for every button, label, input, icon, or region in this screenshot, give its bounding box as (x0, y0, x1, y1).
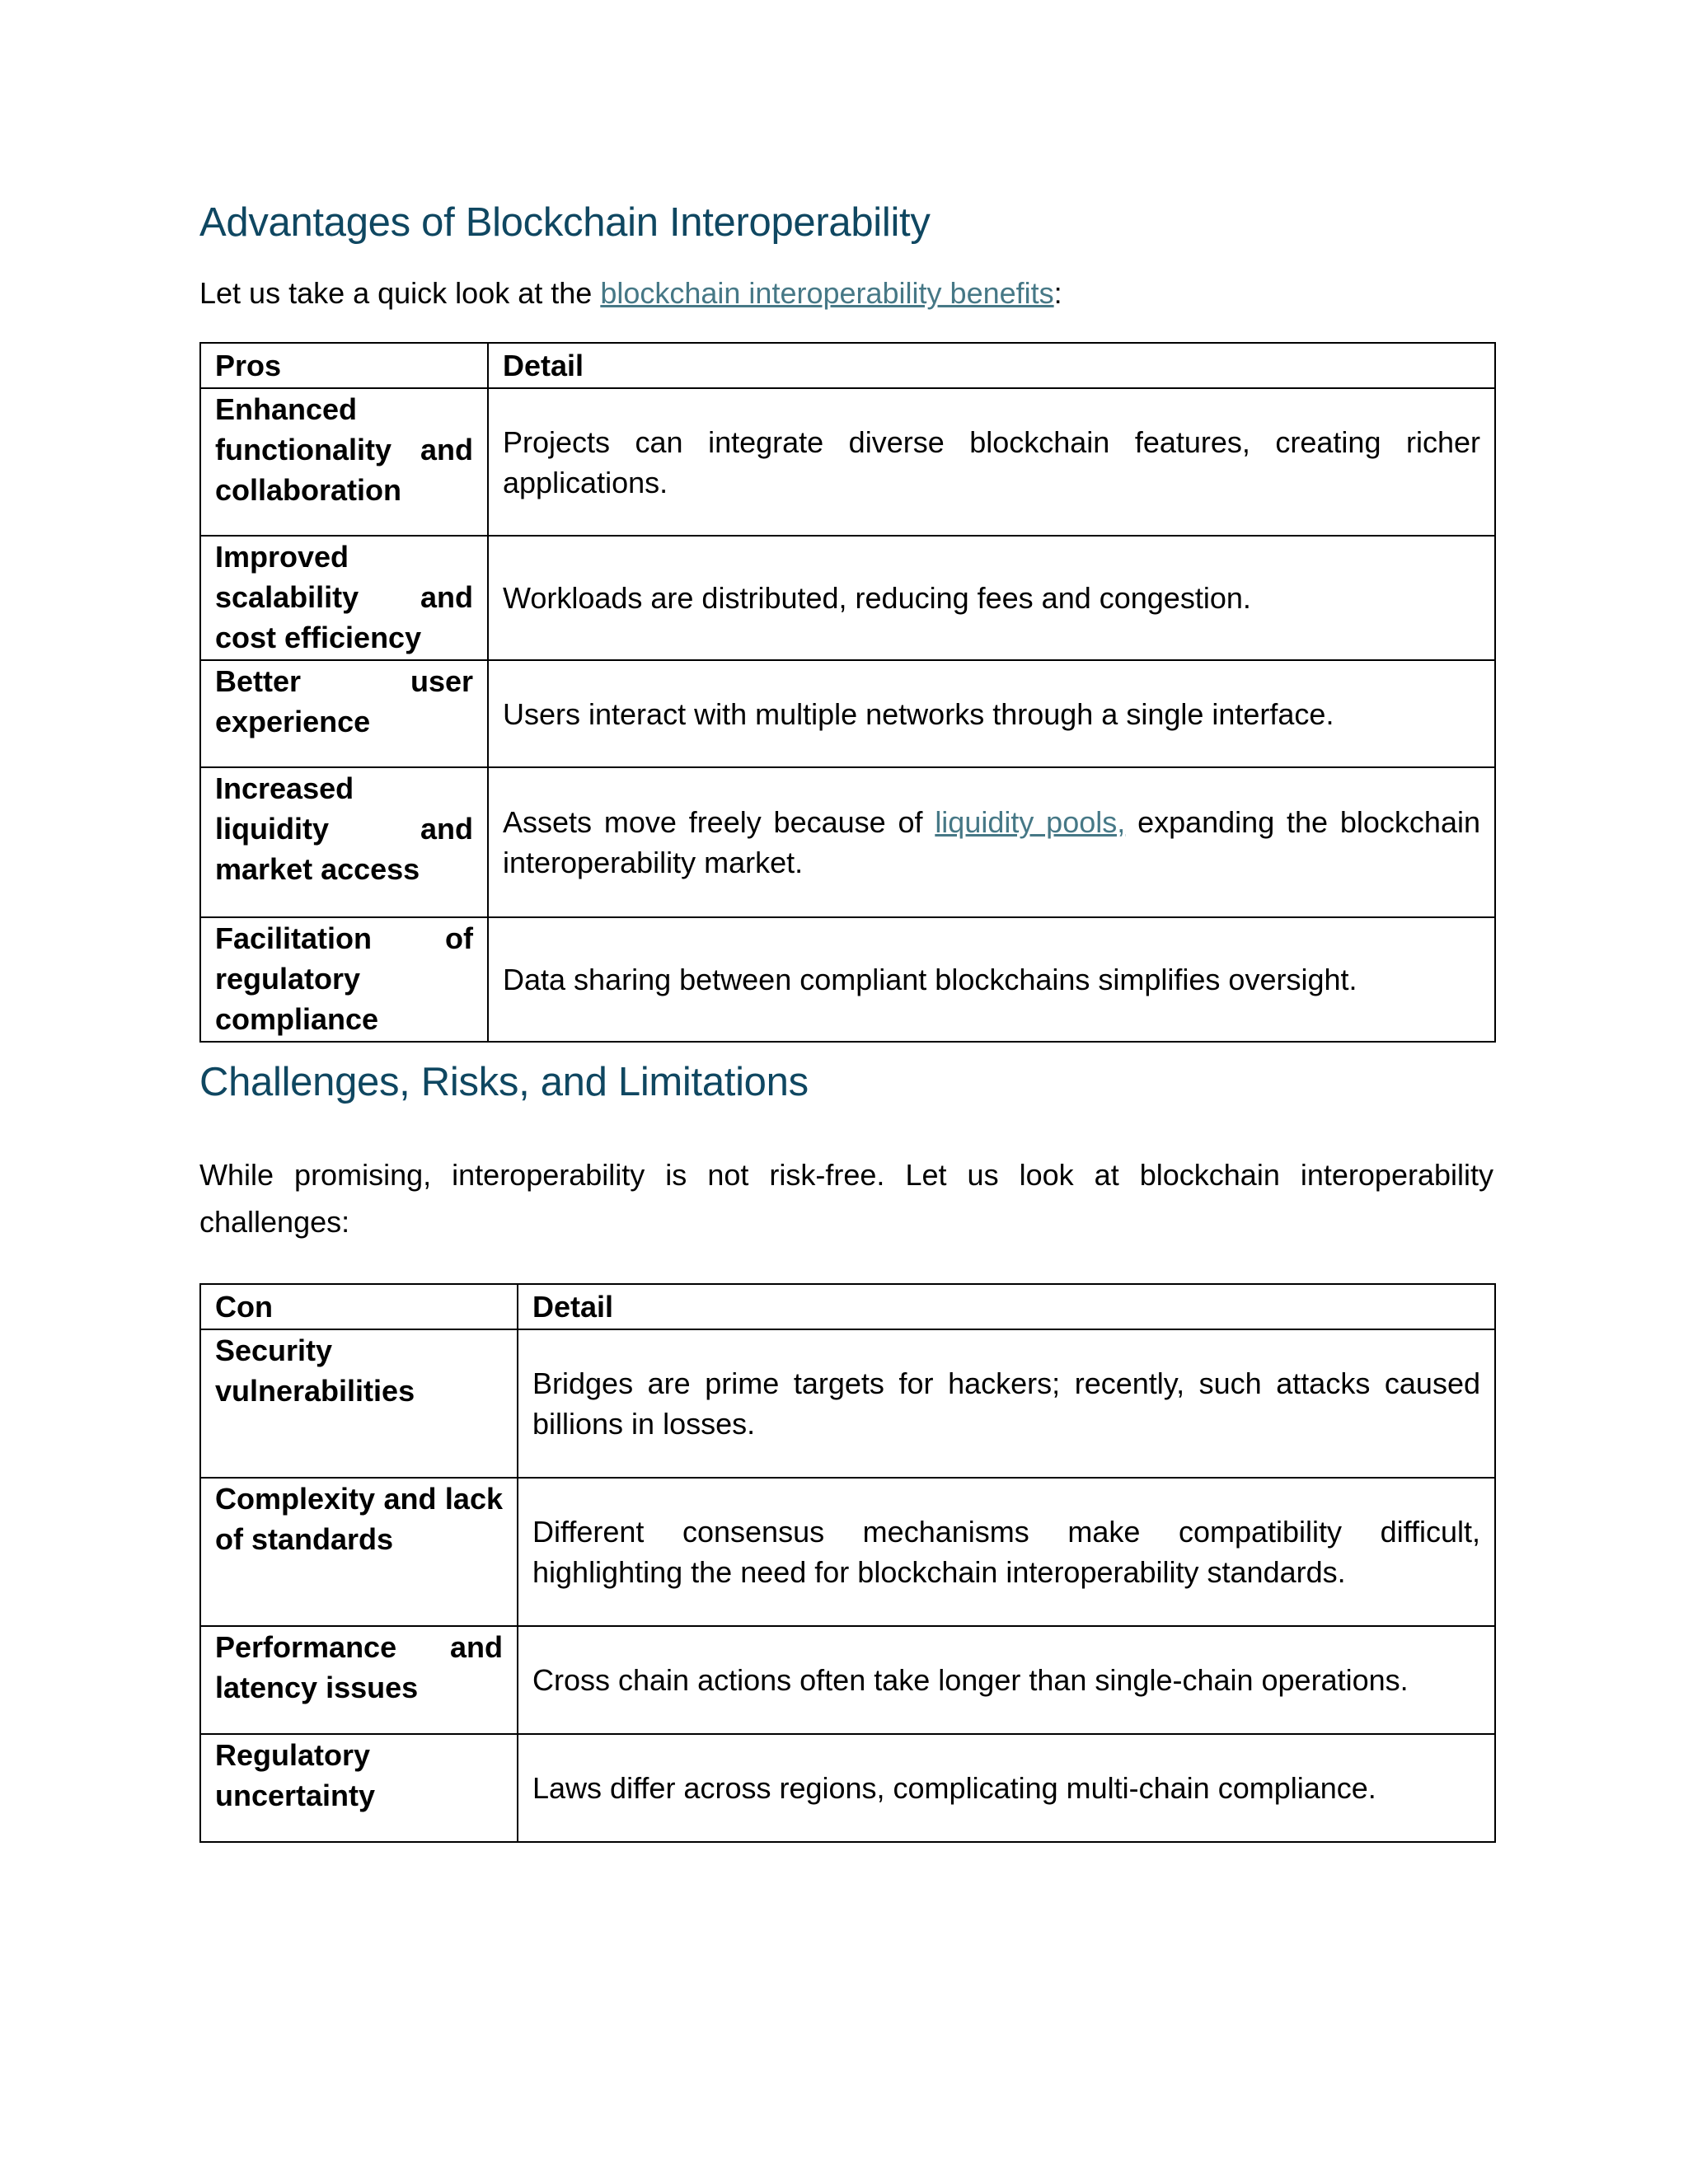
detail-text: Assets move freely because of (503, 805, 935, 839)
pro-detail: Data sharing between compliant blockchains simplifies oversight. (488, 917, 1495, 1042)
pros-header: Pros (200, 343, 488, 388)
table-row (200, 536, 1495, 660)
con-detail: Cross chain actions often take longer than single-chain operations. (518, 1626, 1495, 1734)
intro-text: Let us take a quick look at the (199, 276, 601, 310)
table-row (200, 1478, 1495, 1626)
pro-name: Better user experience (200, 660, 488, 767)
table-row (200, 767, 1495, 917)
con-header: Con (200, 1284, 518, 1329)
detail-header: Detail (488, 343, 1495, 388)
liquidity-pools-link[interactable]: liquidity pools, (935, 805, 1126, 839)
con-name: Complexity and lack of standards (200, 1478, 518, 1626)
con-name: Performance and latency issues (200, 1626, 518, 1734)
pro-name: Improved scalability and cost efficiency (200, 536, 488, 660)
con-name: Security vulnerabilities (200, 1329, 518, 1478)
pro-name: Increased liquidity and market access (200, 767, 488, 917)
table-row (200, 917, 1495, 1042)
table-row (200, 388, 1495, 536)
con-detail: Laws differ across regions, complicating multi-chain compliance. (518, 1734, 1495, 1842)
table-header-row (200, 343, 1495, 388)
pro-name: Facilitation of regulatory compliance (200, 917, 488, 1042)
pro-name: Enhanced functionality and collaboration (200, 388, 488, 536)
advantages-intro (199, 269, 1493, 316)
con-detail: Different consensus mechanisms make compatibility difficult, highlighting the need for blockchain interoperability standards. (518, 1478, 1495, 1626)
cons-table (199, 1283, 1496, 1843)
table-row (200, 660, 1495, 767)
table-row (200, 1626, 1495, 1734)
intro-colon: : (1053, 276, 1062, 310)
challenges-heading: Challenges, Risks, and Limitations (199, 1060, 809, 1104)
detail-header: Detail (518, 1284, 1495, 1329)
con-detail: Bridges are prime targets for hackers; recently, such attacks caused billions in losses. (518, 1329, 1495, 1478)
table-row (200, 1329, 1495, 1478)
challenges-intro: While promising, interoperability is not risk-free. Let us look at blockchain interoperability challenges: (199, 1158, 1493, 1239)
pro-detail: Workloads are distributed, reducing fees and congestion. (488, 536, 1495, 660)
pros-table (199, 342, 1496, 1043)
con-name: Regulatory uncertainty (200, 1734, 518, 1842)
table-header-row (200, 1284, 1495, 1329)
table-row (200, 1734, 1495, 1842)
detail-text-after: expanding the blockchain interoperability market. (503, 805, 1480, 879)
pro-detail (488, 767, 1495, 917)
advantages-heading: Advantages of Blockchain Interoperability (199, 200, 931, 245)
pro-detail: Projects can integrate diverse blockchain features, creating richer applications. (488, 388, 1495, 536)
benefits-link[interactable]: blockchain interoperability benefits (600, 276, 1054, 310)
pro-detail: Users interact with multiple networks through a single interface. (488, 660, 1495, 767)
